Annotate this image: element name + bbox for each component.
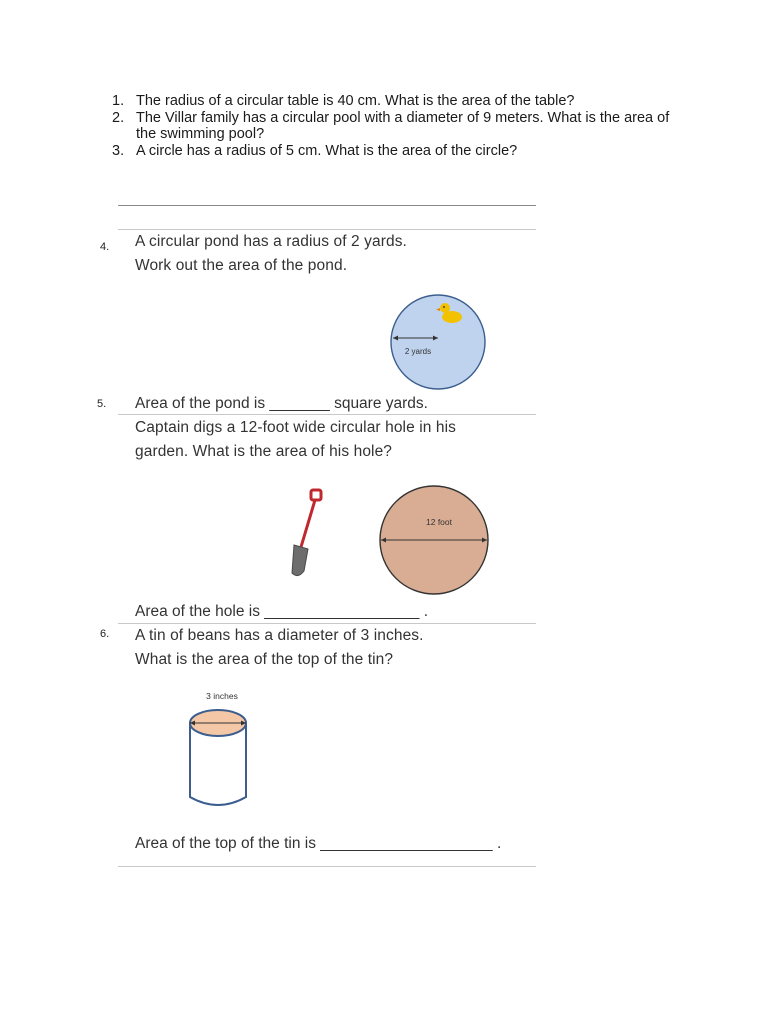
question-5-text: [135, 416, 456, 464]
question-6-answer: Area of the top of the tin is ____________________ .: [135, 835, 502, 852]
question-text: The Villar family has a circular pool with a diameter of 9 meters. What is the area of the swimming pool?: [136, 109, 670, 142]
question-4-text: [135, 230, 407, 278]
pond-diagram: [390, 290, 496, 394]
question-6-text: [135, 624, 424, 672]
question-1: [108, 93, 688, 110]
question-4-line-1: A circular pond has a radius of 2 yards.: [135, 233, 407, 250]
question-number: 3.: [112, 142, 125, 159]
question-number: 2.: [112, 109, 125, 126]
hole-diagram: [376, 485, 494, 597]
divider-line: [118, 205, 536, 206]
question-text: A circle has a radius of 5 cm. What is the area of the circle?: [136, 142, 518, 159]
question-6-line-1: A tin of beans has a diameter of 3 inches.: [135, 627, 424, 644]
question-5-line-1: Captain digs a 12-foot wide circular hole in his: [135, 419, 456, 436]
question-4-line-2: Work out the area of the pond.: [135, 257, 348, 274]
question-4-number: 4.: [100, 241, 110, 253]
tin-diameter-label: 3 inches: [206, 691, 238, 701]
divider-line: [118, 414, 536, 415]
question-6-line-2: What is the area of the top of the tin?: [135, 651, 394, 668]
question-3: [108, 143, 688, 160]
question-number: 1.: [112, 93, 125, 109]
divider-line: [118, 866, 536, 867]
shovel-icon: [284, 487, 332, 579]
question-text: The radius of a circular table is 40 cm. What is the area of the table?: [136, 93, 575, 109]
question-2: [108, 110, 688, 143]
tin-diagram: [180, 685, 256, 811]
radius-label: 2 yards: [404, 347, 432, 356]
question-6-number: 6.: [100, 628, 110, 640]
top-question-list: [108, 93, 688, 159]
question-4-answer: Area of the pond is _______ square yards.: [135, 395, 428, 412]
diameter-label: 12 foot: [426, 517, 452, 527]
question-5-answer: Area of the hole is __________________ .: [135, 603, 429, 620]
question-5-number: 5.: [97, 398, 107, 410]
question-5-line-2: garden. What is the area of his hole?: [135, 443, 393, 460]
